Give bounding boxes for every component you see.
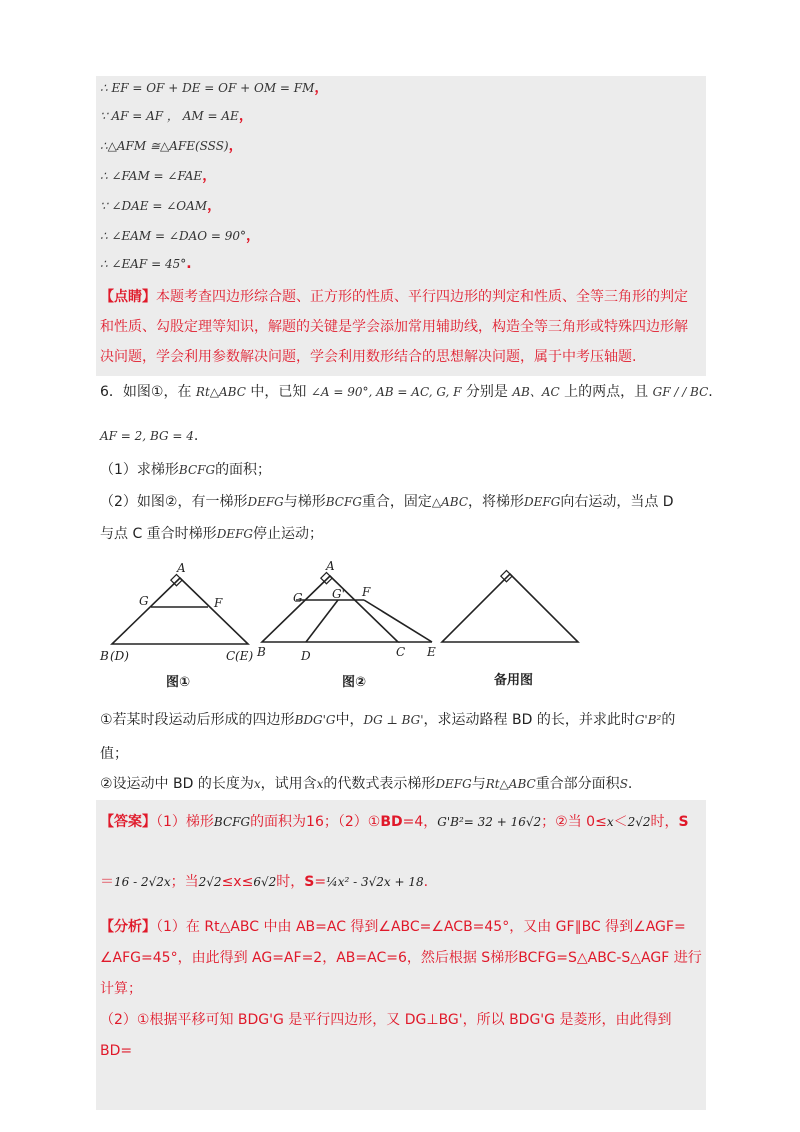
question-part-1: （1）求梯形BCFG的面积； <box>100 462 272 478</box>
figure-2 <box>256 559 436 690</box>
fig1-label-b: B <box>100 649 109 663</box>
fig2-fe-line <box>364 600 432 642</box>
proof-line-7: ∴ ∠EAF = 45°. <box>100 256 192 272</box>
proof-line-1: ∴ EF = OF + DE = OF + OM = FM， <box>100 80 329 96</box>
fig1-label-a: A <box>177 561 186 575</box>
sub-question-1: ①若某时段运动后形成的四边形BDG'G中，DG ⊥ BG'，求运动路程 BD 的长，并求此时G'B²的 <box>100 712 676 728</box>
fig2-label-e: E <box>427 645 436 659</box>
fig2-label-b: B <box>257 645 266 659</box>
fig2-trapezoid-defg <box>306 600 432 642</box>
fig2-label-d: D <box>301 649 311 663</box>
fig2-label-f: F <box>362 585 371 599</box>
proof-line-3: ∴△AFM ≅△AFE(SSS)， <box>100 138 243 154</box>
proof-line-5: ∵ ∠DAE = ∠OAM， <box>100 198 222 214</box>
fig1-label-e: (E) <box>235 649 254 663</box>
fig1-caption: 图① <box>166 675 191 690</box>
fig3-caption: 备用图 <box>494 673 534 688</box>
answer-line-1: 【答案】（1）梯形BCFG的面积为16；（2）①BD=4，G'B²= 32 + 16√2；②当 0≤x＜2√2时，S <box>100 814 689 830</box>
sub-question-1-line-2: 值； <box>100 746 128 762</box>
figure-area <box>0 550 800 700</box>
fig2-right-angle-mark <box>321 572 332 583</box>
fig1-right-angle-mark <box>171 574 182 585</box>
comment-line-3: 决问题，学会利用参数解决问题，学会利用数形结合的思想解决问题，属于中考压轴题. <box>100 349 637 365</box>
fig2-label-a: A <box>326 559 335 573</box>
figure-1 <box>99 561 253 690</box>
fig1-label-f: F <box>214 596 223 610</box>
comment-block <box>100 282 704 372</box>
proof-line-2: ∵ AF = AF ， AM = AE， <box>100 108 253 124</box>
fig1-triangle <box>112 578 248 644</box>
analysis-line-3: （2）①根据平移可知 BDG'G 是平行四边形，又 DG⊥BG'，所以 BDG'G 是菱形，由此得到 BD= <box>100 1012 672 1059</box>
question-line-1: 6．如图①，在 Rt△ABC 中，已知 ∠A = 90°, AB = AC, G, F 分别是 AB、AC 上的两点，且 GF / / BC. <box>100 384 713 400</box>
question-part-2-line-2: 与点 C 重合时梯形DEFG停止运动； <box>100 526 323 542</box>
fig2-label-g: G <box>293 591 303 605</box>
fig1-label-c: C <box>226 649 236 663</box>
analysis-tag: 【分析】 <box>100 919 156 935</box>
comment-line-1: 本题考查四边形综合题、正方形的性质、平行四边形的判定和性质、全等三角形的判定 <box>156 289 688 305</box>
fig2-label-c: C <box>396 645 406 659</box>
analysis-block <box>100 912 704 1067</box>
analysis-line-1: （1）在 Rt△ABC 中由 AB=AC 得到∠ABC=∠ACB=45°，又由 GF∥BC 得到∠AGF= <box>156 919 686 935</box>
proof-line-6: ∴ ∠EAM = ∠DAO = 90°， <box>100 228 261 244</box>
fig3-right-angle-mark <box>501 570 512 581</box>
fig3-triangle <box>442 574 578 642</box>
analysis-line-2: ∠AFG=45°，由此得到 AG=AF=2，AB=AC=6，然后根据 S梯形BCFG=S△ABC-S△AGF 进行计算； <box>100 950 702 997</box>
fig1-label-d: (D) <box>110 649 129 663</box>
fig2-label-g-prime: G' <box>332 587 345 601</box>
fig1-label-g: G <box>139 594 149 608</box>
question-part-2: （2）如图②，有一梯形DEFG与梯形BCFG重合，固定△ABC，将梯形DEFG向右运动，当点 D <box>100 494 674 510</box>
figure-3 <box>442 570 578 688</box>
fig2-dg-line <box>306 600 338 642</box>
answer-line-2: ＝16 - 2√2x；当2√2≤x≤6√2时，S=¼x² - 3√2x + 18. <box>100 874 429 890</box>
comment-tag: 【点睛】 <box>100 289 156 305</box>
fig2-caption: 图② <box>342 675 367 690</box>
proof-line-4: ∴ ∠FAM = ∠FAE， <box>100 168 217 184</box>
comment-line-2: 和性质、勾股定理等知识，解题的关键是学会添加常用辅助线，构造全等三角形或特殊四边形解 <box>100 319 688 335</box>
question-given: AF = 2, BG = 4. <box>100 428 199 444</box>
sub-question-2: ②设运动中 BD 的长度为x，试用含x的代数式表示梯形DEFG与Rt△ABC重合部分面积S. <box>100 776 633 792</box>
